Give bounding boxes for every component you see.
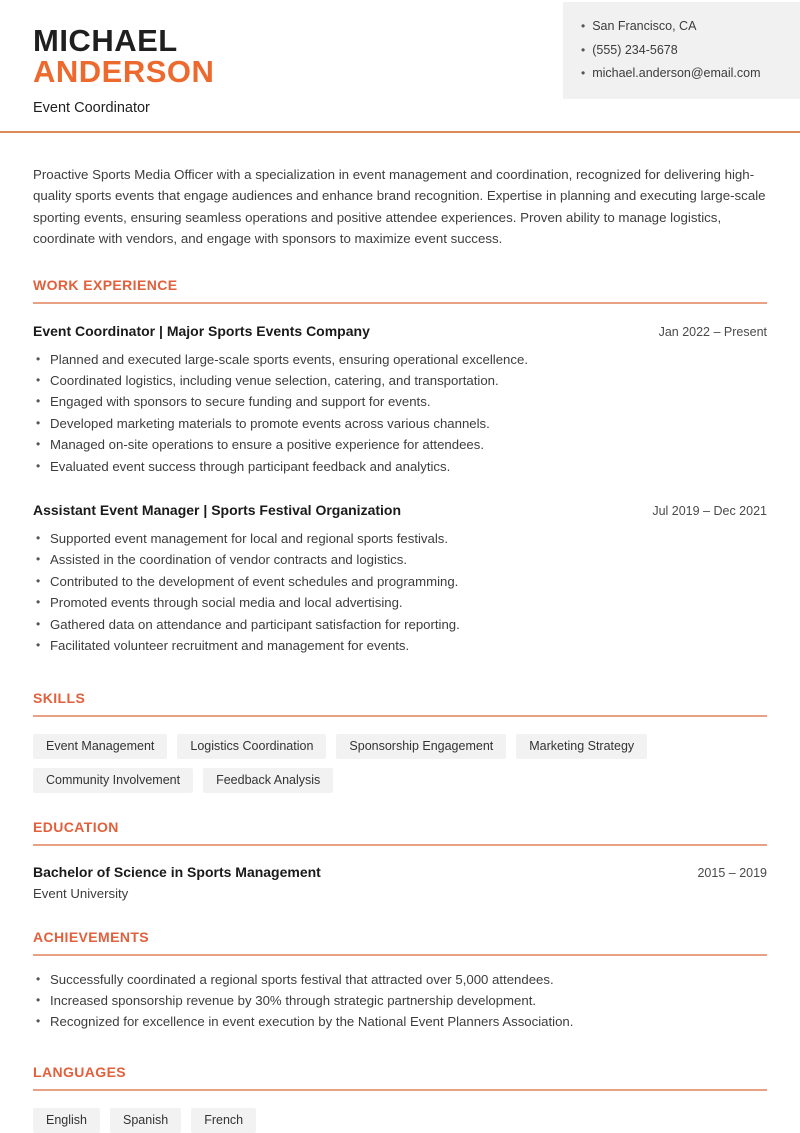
first-name: MICHAEL	[33, 23, 178, 58]
language-tag: Spanish	[110, 1108, 181, 1133]
bullet-icon: •	[581, 66, 586, 80]
section-divider	[33, 844, 767, 846]
job-bullet-list	[33, 349, 767, 477]
section-education	[33, 819, 767, 901]
job-bullet: • Assisted in the coordination of vendor contracts and logistics.	[33, 549, 767, 570]
languages-tag-list	[33, 1108, 767, 1133]
education-heading: EDUCATION	[33, 818, 119, 835]
job-bullet: • Promoted events through social media and local advertising.	[33, 592, 767, 613]
skill-tag: Marketing Strategy	[516, 734, 647, 759]
section-achievements	[33, 929, 767, 1033]
achievement-bullet: • Increased sponsorship revenue by 30% through strategic partnership development.	[33, 990, 767, 1011]
education-entry	[33, 864, 767, 880]
bullet-icon: •	[581, 19, 586, 33]
skill-tag: Event Management	[33, 734, 167, 759]
skill-tag: Feedback Analysis	[203, 768, 333, 793]
job-bullet: • Coordinated logistics, including venue selection, catering, and transportation.	[33, 370, 767, 391]
job-bullet: • Managed on-site operations to ensure a positive experience for attendees.	[33, 434, 767, 455]
achievement-bullet: • Recognized for excellence in event execution by the National Event Planners Association.	[33, 1011, 767, 1032]
section-divider	[33, 302, 767, 304]
job-bullet-list	[33, 528, 767, 656]
job-bullet: • Supported event management for local and regional sports festivals.	[33, 528, 767, 549]
job-bullet: • Developed marketing materials to promote events across various channels.	[33, 413, 767, 434]
job-dates: Jul 2019 – Dec 2021	[652, 504, 767, 519]
section-work-experience	[33, 277, 767, 657]
header-divider	[0, 131, 800, 133]
job-bullet: • Facilitated volunteer recruitment and management for events.	[33, 635, 767, 656]
contact-location-text: San Francisco, CA	[592, 19, 697, 33]
achievements-list	[33, 969, 767, 1033]
section-skills	[33, 690, 767, 793]
job-title-heading: Event Coordinator	[33, 100, 150, 116]
achievements-heading: ACHIEVEMENTS	[33, 928, 150, 945]
job-bullet: • Gathered data on attendance and participant satisfaction for reporting.	[33, 614, 767, 635]
languages-heading: LANGUAGES	[33, 1063, 127, 1080]
job-bullet: • Planned and executed large-scale sports events, ensuring operational excellence.	[33, 349, 767, 370]
job-title: Event Coordinator | Major Sports Events Company	[33, 322, 370, 339]
section-divider	[33, 954, 767, 956]
contact-email-text: michael.anderson@email.com	[592, 66, 761, 80]
contact-phone-text: (555) 234-5678	[592, 42, 678, 57]
section-divider	[33, 715, 767, 717]
contact-phone	[581, 39, 784, 63]
resume-header	[0, 0, 800, 131]
summary-paragraph: Proactive Sports Media Officer with a specialization in event management and coordination, recognized for delivering high-quality sports events that engage audiences and enhance brand recognition. Expertise in planning and executing large-scale sporting events, ensuring seamless operations and positive attendee experiences. Proven ability to manage logistics, coordinate with vendors, and engage with sponsors to maximize event success.	[33, 167, 766, 247]
last-name: ANDERSON	[33, 54, 215, 89]
work-experience-heading: WORK EXPERIENCE	[33, 276, 178, 293]
skill-tag: Logistics Coordination	[177, 734, 326, 759]
school-name: Event University	[33, 885, 129, 901]
contact-location	[581, 15, 784, 39]
achievement-bullet: • Successfully coordinated a regional sports festival that attracted over 5,000 attendees.	[33, 969, 767, 990]
job-bullet: • Evaluated event success through participant feedback and analytics.	[33, 456, 767, 477]
job-header	[33, 502, 767, 518]
degree-title: Bachelor of Science in Sports Management	[33, 863, 321, 880]
job-entry	[33, 502, 767, 656]
job-bullet: • Contributed to the development of event schedules and programming.	[33, 571, 767, 592]
section-languages	[33, 1064, 767, 1133]
skill-tag: Sponsorship Engagement	[336, 734, 506, 759]
job-bullet: • Engaged with sponsors to secure funding and support for events.	[33, 391, 767, 412]
resume-body	[0, 164, 800, 1133]
skills-heading: SKILLS	[33, 689, 86, 706]
skill-tag: Community Involvement	[33, 768, 193, 793]
contact-email	[581, 62, 784, 86]
education-dates: 2015 – 2019	[697, 865, 767, 880]
job-dates: Jan 2022 – Present	[658, 324, 767, 339]
job-entry	[33, 323, 767, 477]
language-tag: French	[191, 1108, 256, 1133]
section-divider	[33, 1089, 767, 1091]
contact-card	[563, 2, 800, 99]
language-tag: English	[33, 1108, 100, 1133]
job-header	[33, 323, 767, 339]
skills-tag-list	[33, 734, 767, 793]
job-title: Assistant Event Manager | Sports Festival Organization	[33, 502, 402, 519]
bullet-icon: •	[581, 42, 586, 57]
